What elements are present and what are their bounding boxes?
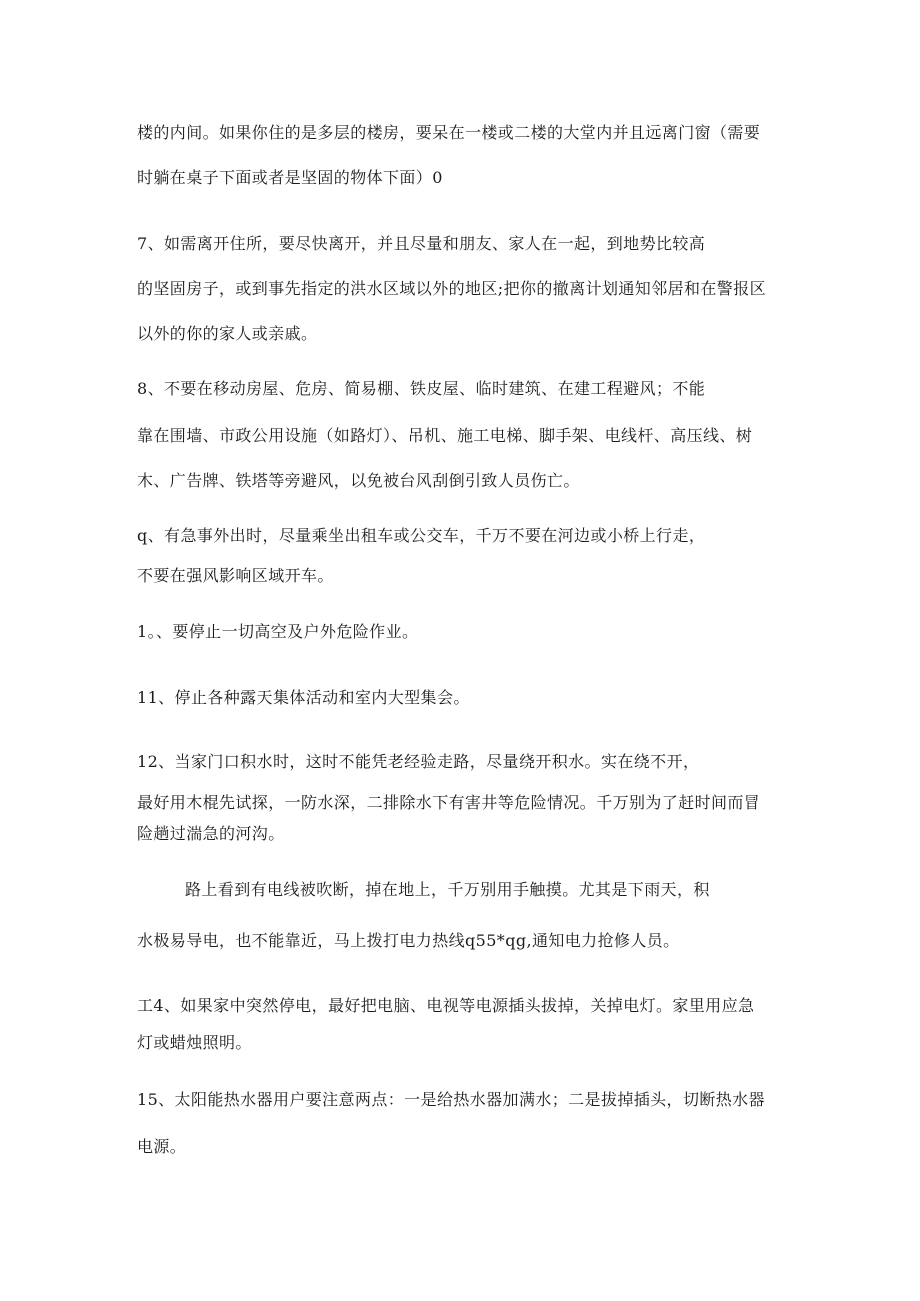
text-line: 15、太阳能热水器用户要注意两点：一是给热水器加满水；二是拔掉插头，切断热水器 [137,1090,765,1109]
text-line: 11、停止各种露天集体活动和室内大型集会。 [137,688,470,707]
text-line: 木、广告牌、铁塔等旁避风，以免被台风刮倒引致人员伤亡。 [137,471,580,490]
text-line: 的坚固房子，或到事先指定的洪水区域以外的地区;把你的撤离计划通知邻居和在警报区 [137,279,766,298]
text-line: 以外的你的家人或亲戚。 [137,324,318,343]
text-line: 最好用木棍先试探，一防水深，二排除水下有害井等危险情况。千万别为了赶时间而冒 [137,793,761,812]
text-line: 工4、如果家中突然停电，最好把电脑、电视等电源插头拔掉，关掉电灯。家里用应急 [137,996,755,1015]
text-line: 7、如需离开住所，要尽快离开，并且尽量和朋友、家人在一起，到地势比较高 [137,234,706,253]
text-line: 靠在围墙、市政公用设施（如路灯）、吊机、施工电梯、脚手架、电线杆、高压线、树 [137,426,753,445]
text-line: 楼的内间。如果你住的是多层的楼房，要呆在一楼或二楼的大堂内并且远离门窗（需要 [137,123,761,142]
text-line: 时躺在桌子下面或者是坚固的物体下面）0 [137,168,443,187]
text-line: 路上看到有电线被吹断，掉在地上，千万别用手触摸。尤其是下雨天，积 [185,880,710,899]
text-line: 1。、要停止一切高空及户外危险作业。 [137,622,419,641]
text-line: q、有急事外出时，尽量乘坐出租车或公交车，千万不要在河边或小桥上行走， [137,526,706,545]
text-line: 不要在强风影响区域开车。 [137,566,334,585]
text-line: 8、不要在移动房屋、危房、简易棚、铁皮屋、临时建筑、在建工程避风；不能 [137,379,706,398]
text-line: 险趟过湍急的河沟。 [137,824,285,843]
text-line: 灯或蜡烛照明。 [137,1033,252,1052]
text-line: 水极易导电，也不能靠近，马上拨打电力热线q55*qg,通知电力抢修人员。 [137,931,680,950]
text-line: 12、当家门口积水时，这时不能凭老经验走路，尽量绕开积水。实在绕不开， [137,752,700,771]
text-line: 电源。 [137,1137,187,1156]
